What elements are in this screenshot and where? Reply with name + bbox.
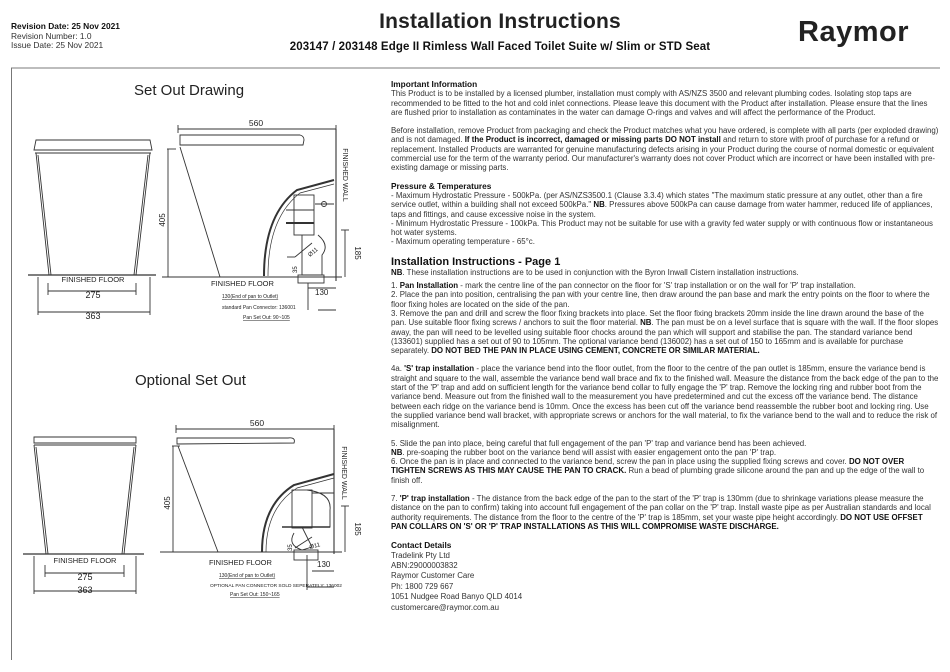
note-end-of-pan: 130(End of pan to Outlet) bbox=[219, 573, 276, 579]
finished-wall-label: FINISHED WALL bbox=[341, 148, 348, 202]
outlet-dim: 130 bbox=[315, 288, 329, 297]
step-5-nb: NB. pre-soaping the rubber boot on the variance bend will assist with easier engagement onto the pan 'P' trap. bbox=[391, 447, 777, 457]
important-heading: Important Information bbox=[391, 79, 478, 89]
note-set-out: Pan Set Out: 150~165 bbox=[230, 592, 280, 598]
outlet-dim: 130 bbox=[317, 560, 331, 569]
floor-label-side: FINISHED FLOOR bbox=[211, 279, 274, 288]
important-paragraph-1: This Product is to be installed by a licensed plumber, installation must comply with AS/NZS 3500 and relevant plumbing codes. Isolating stop taps are recommended to be fitted to the hot and cold inlet connections. Please leave this document with the Product after installation. Please ensure that the lines are flushed prior to installation as contaminates in the water can damage O-rings and valves and will affect the performance of the Product. bbox=[391, 89, 928, 117]
height-dim: 405 bbox=[163, 496, 172, 510]
page-title: Installation Instructions bbox=[379, 10, 621, 33]
important-paragraph-2: Before installation, remove Product from packaging and check the Product matches what you have ordered, is complete with all parts (per exploded drawing) and is not damaged. If the Product is incorrect, damaged or missing parts DO NOT install and return to store with proof of purchase for a refund or replacement. Installed Products are warranted for genuine manufacturing defects arising in your Product during the course of normal domestic or equivalent commercial use for the term of the warranty period. Our manufacturer's warranty does not cover Product which are incorrect or have been installed with pre-existing damage or missing parts. bbox=[391, 126, 939, 173]
contact-address: 1051 Nudgee Road Banyo QLD 4014 bbox=[391, 592, 523, 602]
contact-company: Tradelink Pty Ltd bbox=[391, 550, 450, 560]
finished-wall-label: FINISHED WALL bbox=[340, 446, 347, 500]
width-dim: 560 bbox=[248, 118, 264, 128]
issue-date: Issue Date: 25 Nov 2021 bbox=[11, 40, 104, 51]
instructions-column bbox=[391, 80, 939, 613]
outlet-height-dim: 185 bbox=[353, 522, 362, 536]
pressure-heading: Pressure & Temperatures bbox=[391, 180, 492, 191]
contact-email[interactable]: customercare@raymor.com.au bbox=[391, 602, 499, 612]
outlet-height-dim: 185 bbox=[353, 246, 362, 260]
floor-label-front: FINISHED FLOOR bbox=[61, 275, 125, 284]
step-2: 2. Place the pan into position, centralising the pan with your centre line, then draw around the pan base and mark the entry points on the floor to where the floor fixing holes are located on the side of the pan. bbox=[391, 290, 930, 309]
diameter-dim: Ø11 bbox=[308, 542, 322, 551]
contact-phone: Ph: 1800 729 667 bbox=[391, 581, 454, 591]
note-set-out: Pan Set Out: 90~105 bbox=[243, 315, 290, 321]
overall-width-dim: 363 bbox=[85, 311, 101, 321]
contact-care: Raymor Customer Care bbox=[391, 571, 475, 581]
set-out-drawing-title: Set Out Drawing bbox=[134, 82, 245, 99]
revision-info bbox=[11, 22, 120, 51]
floor-label-side: FINISHED FLOOR bbox=[209, 558, 272, 567]
optional-set-out-drawing bbox=[12, 415, 384, 615]
overall-width-dim: 363 bbox=[77, 585, 93, 595]
step-1: 1. Pan Installation - mark the centre line of the pan connector on the floor for 'S' trap installation or on the wall for 'P' trap installation. bbox=[391, 281, 856, 291]
header-divider bbox=[11, 67, 940, 69]
diameter-dim: Ø11 bbox=[307, 246, 320, 259]
product-subtitle: 203147 / 203148 Edge II Rimless Wall Faced Toilet Suite w/ Slim or STD Seat bbox=[289, 41, 711, 53]
contact-heading: Contact Details bbox=[391, 540, 452, 551]
set-out-drawing bbox=[12, 105, 384, 330]
base-width-dim: 275 bbox=[85, 290, 101, 300]
pressure-max: - Maximum Hydrostatic Pressure - 500kPa. (per AS/NZS3500.1 (Clause 3.3.4) which states "The maximum static pressure at any outlet, other than a fire service outlet, within a building shall not exceed 500kPa." NB. Pressures above 500kPa can cause damage from water hammer, reduced life of appliances, taps and fittings, and cause excessive noise in the system. bbox=[391, 190, 933, 219]
step-5: 5. Slide the pan into place, being careful that full engagement of the pan 'P' trap and variance bend has been achieved. bbox=[391, 438, 807, 448]
step-7: 7. 'P' trap installation - The distance from the back edge of the pan to the start of the 'P' trap is 130mm (due to shrinkage variations please measure the distance on the pan to confirm) taking into account full engagement of the pan collar on the 'P' trap. Install waste pipe as per Australian standards and local authority requirements. The distance from the floor to the centre of the 'P' trap is 185mm, set your waste pipe height accordingly. DO NOT USE OFFSET PAN COLLARS ON 'S' OR 'P' TRAP INSTALLATIONS AS THIS WILL COMPROMISE WASTE DISCHARGE. bbox=[391, 493, 931, 531]
install-nb: NB. These installation instructions are to be used in conjunction with the Byron Inwall Cistern installation instructions. bbox=[391, 267, 799, 277]
note-end-of-pan: 130(End of pan to Outlet) bbox=[222, 294, 279, 300]
small-dim: 35 bbox=[293, 266, 299, 273]
front-view-toilet bbox=[28, 140, 156, 315]
revision-date: Revision Date: 25 Nov 2021 bbox=[11, 21, 120, 31]
width-dim: 560 bbox=[249, 418, 265, 428]
install-heading: Installation Instructions - Page 1 bbox=[391, 255, 561, 268]
contact-abn: ABN:29000003832 bbox=[391, 560, 458, 570]
contact-details bbox=[391, 540, 939, 613]
step-3: 3. Remove the pan and drill and screw the floor fixing brackets into place. Set the floor fixing brackets 20mm inside the line drawn around the base of the pan. Use suitable floor fixing screws / anchors to suit the floor material. NB. The pan must be on a level surface that is square with the wall. If the floor slopes away, the pan will need to be levelled using suitable floor chocks around the pan which will support and stabilise the pan. The standard variance bend (133601) supplied has a set out of 90 to 105mm. The optional variance bend (136002) has a set out of 150 to 165mm and is available for purchase separately. DO NOT BED THE PAN IN PLACE USING CEMENT, CONCRETE OR SIMILAR MATERIAL. bbox=[391, 308, 939, 356]
small-dim: 35 bbox=[288, 544, 294, 551]
max-temperature: - Maximum operating temperature - 65°c. bbox=[391, 237, 535, 247]
revision-number: Revision Number: 1.0 bbox=[11, 30, 92, 41]
optional-set-out-title: Optional Set Out bbox=[135, 372, 246, 389]
base-width-dim: 275 bbox=[77, 572, 93, 582]
front-view-toilet-optional bbox=[23, 437, 144, 594]
step-6: 6. Once the pan is in place and connected to the variance bend, screw the pan in place using the supplied fixing screws and cover. DO NOT OVER TIGHTEN SCREWS AS THIS MAY CAUSE THE PAN TO CRACK. Run a bead of plumbing grade silicone around the pan and up the edge of the wall to finish off. bbox=[391, 457, 925, 485]
pressure-min: - Minimum Hydrostatic Pressure - 100kPa. This Product may not be suitable for use with a gravity fed water supply or with continuous flow or instantaneous hot water systems. bbox=[391, 218, 933, 238]
step-4a: 4a. 'S' trap installation - place the variance bend into the floor outlet, from the floor to the centre of the pan outlet is 185mm, ensure the variance bend is straight and square to the wall, assemble the variance bend wall brace and fix to the finished wall. Measure the distance from the back edge of the pan to the start of the 'P' trap and add on sufficient length for the variance bend collar to fully engage the 'P' trap. Remove the locking ring and rubber boot from the variance bend. Measure out from the finished wall to the measurement you have predetermined and cut the excess off the variance bend. The distance between each ridge on the variance bend is 10mm. Once the excess has been cut off the variance bend reassemble the rubber boot and locking ring. Use the supplied variance bend wall bracket, with appropriate screws or anchors for the wall material, to fix the variance bend to the wall and to reduce the risk of misalignment. bbox=[391, 364, 939, 430]
note-connector: OPTIONAL PAN CONNECTOR SOLD SEPERATELY: 136002 bbox=[210, 584, 342, 589]
note-connector: standard Pan Connector: 136001 bbox=[222, 305, 296, 311]
brand-logo: Raymor bbox=[798, 16, 909, 48]
floor-label-front: FINISHED FLOOR bbox=[53, 556, 117, 565]
height-dim: 405 bbox=[158, 213, 167, 227]
